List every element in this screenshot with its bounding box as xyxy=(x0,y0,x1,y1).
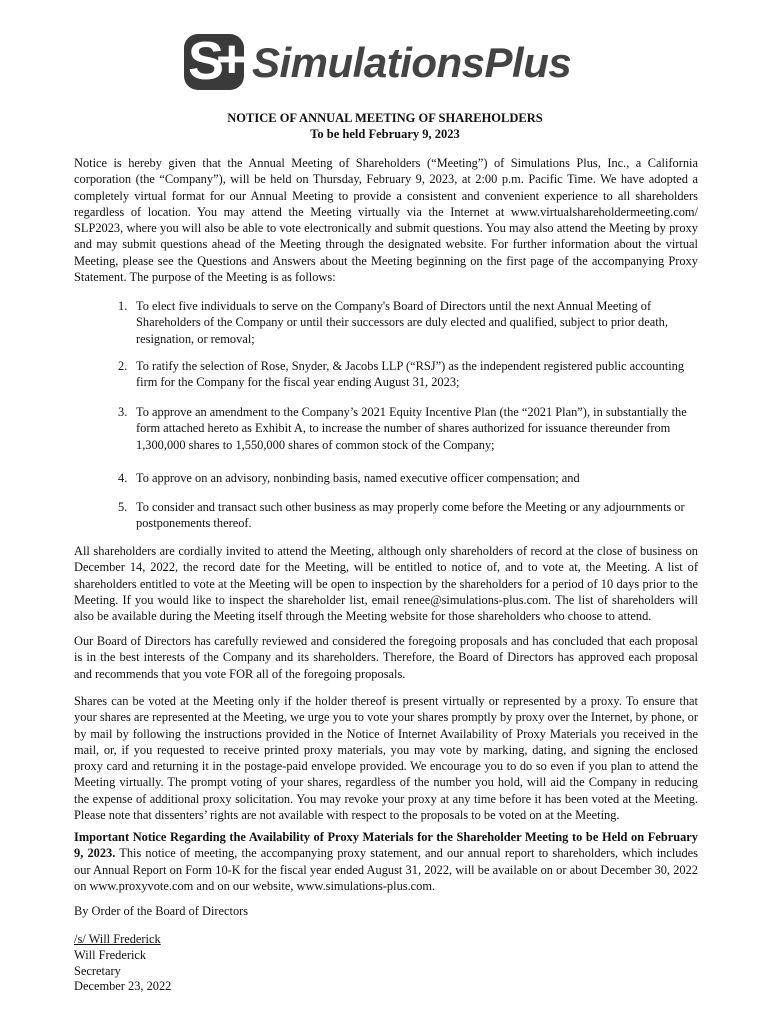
logo-mark-plus: + xyxy=(216,29,248,89)
item-number: 2. xyxy=(118,359,128,373)
item-number: 4. xyxy=(118,471,128,485)
item-text: To ratify the selection of Rose, Snyder, & Jacobs LLP (“RSJ”) as the independent registered public accounting firm for the Company for the fiscal year ending August 31, 2023; xyxy=(136,359,685,390)
signature-date: December 23, 2022 xyxy=(74,979,172,993)
signer-name: Will Frederick xyxy=(74,948,147,962)
item-number: 3. xyxy=(118,405,128,419)
logo-mark xyxy=(184,29,248,91)
availability-notice-bold: Important Notice Regarding the Availability of Proxy Materials for the Shareholder Meeting to be Held on February 9, 2023. xyxy=(74,830,698,861)
notice-subtitle: To be held February 9, 2023 xyxy=(310,127,460,141)
company-logo xyxy=(184,29,588,92)
availability-notice xyxy=(74,829,698,894)
logo-mark-s: S xyxy=(188,31,225,91)
signer-title: Secretary xyxy=(74,964,121,978)
intro-paragraph: Notice is hereby given that the Annual Meeting of Shareholders (“Meeting”) of Simulations Plus, Inc., a California corporation (the “Company”), will be held on Thursday, February 9, 2023, at 2:00 p.m. Pacific Time. We have adopted a completely virtual format for our Annual Meeting to provide a consistent and convenient experience to all shareholders regardless of location. You may attend the Meeting virtually via the Internet at www.virtualshareholdermeeting.com/ SLP2023, where you will also be able to vote electronically and submit questions. You may also attend the Meeting by proxy and may submit questions ahead of the Meeting through the designated website. For further information about the virtual Meeting, please see the Questions and Answers about the Meeting beginning on the first page of the accompanying Proxy Statement. The purpose of the Meeting is as follows: xyxy=(74,156,698,285)
availability-notice-text: This notice of meeting, the accompanying proxy statement, and our annual report to shareholders, which includes our Annual Report on Form 10-K for the fiscal year ended August 31, 2022, will be available on or about December 30, 2022 on www.proxyvote.com and on our website, www.simulations-plus.com. xyxy=(74,846,698,893)
item-number: 5. xyxy=(118,500,128,514)
logo-wordmark: SimulationsPlus xyxy=(252,39,572,86)
item-number: 1. xyxy=(118,299,128,313)
voting-paragraph: Shares can be voted at the Meeting only if the holder thereof is present virtually or represented by a proxy. To ensure that your shares are represented at the Meeting, we urge you to vote your shares promptly by proxy over the Internet, by phone, or by mail by following the instructions provided in the Notice of Internet Availability of Proxy Materials you received in the mail, or, if you requested to receive printed proxy materials, you may vote by marking, dating, and signing the enclosed proxy card and returning it in the postage-paid envelope provided. We encourage you to do so even if you plan to attend the Meeting virtually. The prompt voting of your shares, regardless of the number you hold, will aid the Company in reducing the expense of additional proxy solicitation. You may revoke your proxy at any time before it has been voted at the Meeting. Please note that dissenters’ rights are not available with respect to the proposals to be voted on at the Meeting. xyxy=(74,694,698,823)
item-text: To approve on an advisory, nonbinding basis, named executive officer compensation; and xyxy=(136,471,580,485)
board-paragraph: Our Board of Directors has carefully reviewed and considered the foregoing proposals and has concluded that each proposal is in the best interests of the Company and its shareholders. Therefore, the Board of Directors has approved each proposal and recommends that you vote FOR all of the foregoing proposals. xyxy=(74,634,698,681)
record-date-paragraph: All shareholders are cordially invited to attend the Meeting, although only shareholders of record at the close of business on December 14, 2022, the record date for the Meeting, will be entitled to notice of, and to vote at, the Meeting. A list of shareholders entitled to vote at the Meeting will be open to inspection by the shareholders for a period of 10 days prior to the Meeting. If you would like to inspect the shareholder list, email renee@simulations-plus.com. The list of shareholders will also be available during the Meeting itself through the Meeting website for those shareholders who choose to attend. xyxy=(74,544,698,624)
item-text: To consider and transact such other business as may properly come before the Meeting or any adjournments or postponements thereof. xyxy=(136,500,685,531)
notice-title: NOTICE OF ANNUAL MEETING OF SHAREHOLDERS xyxy=(227,111,543,125)
signature: /s/ Will Frederick xyxy=(74,932,161,946)
item-text: To elect five individuals to serve on the Company's Board of Directors until the next Annual Meeting of Shareholders of the Company or until their successors are duly elected and qualified, subject to prior death, resignation, or removal; xyxy=(136,299,668,346)
item-text: To approve an amendment to the Company’s 2021 Equity Incentive Plan (the “2021 Plan”), in substantially the form attached hereto as Exhibit A, to increase the number of shares authorized for issuance thereunder from 1,300,000 shares to 1,550,000 shares of common stock of the Company; xyxy=(136,405,687,452)
by-order-line: By Order of the Board of Directors xyxy=(74,904,249,918)
